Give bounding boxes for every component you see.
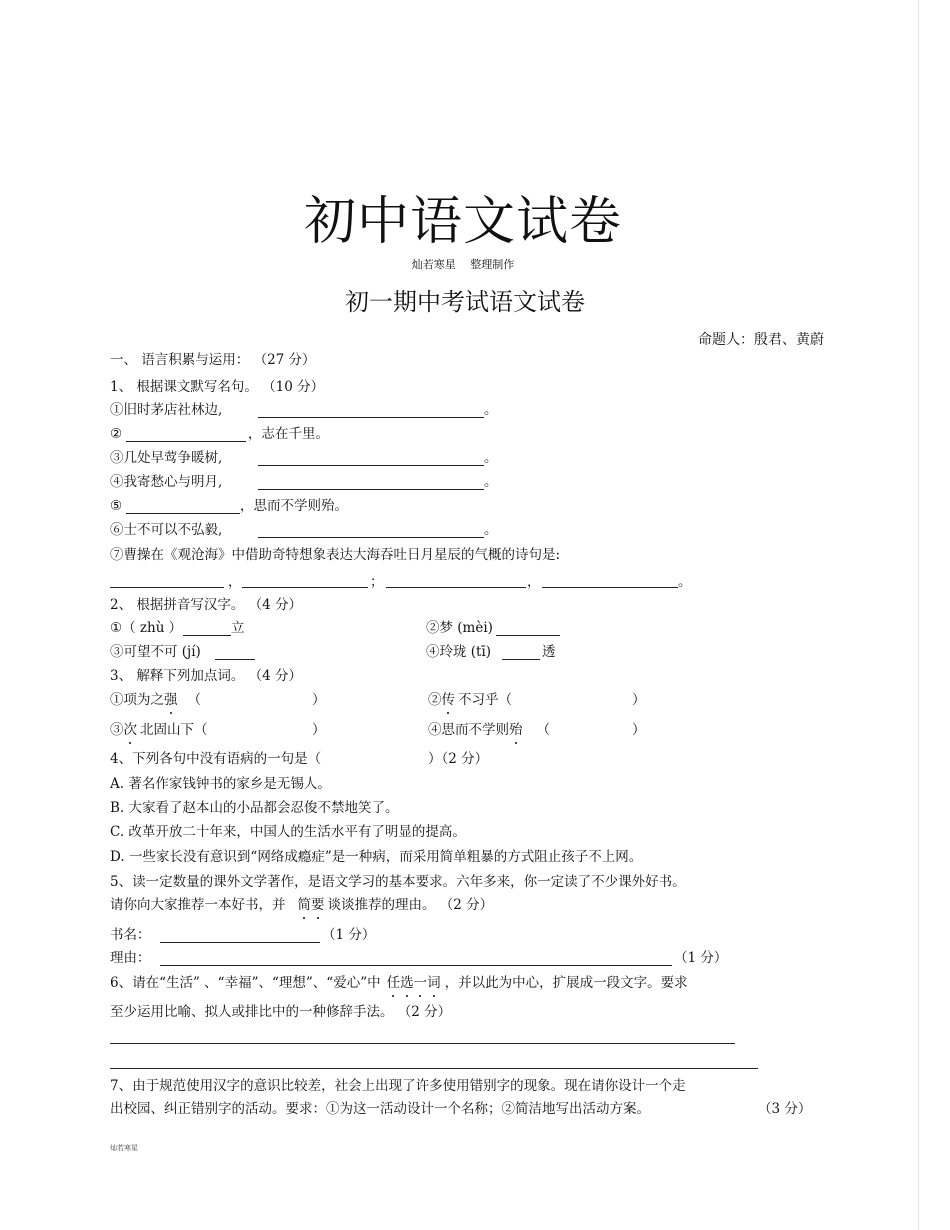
q1-line-5-blank[interactable] — [126, 513, 240, 514]
q1-line-3-blank[interactable] — [258, 465, 484, 466]
q1-line-7-blank-2[interactable] — [242, 587, 368, 588]
q5-dotted-char-1: 简 — [297, 897, 311, 913]
q2-item-1-suffix: 立 — [231, 620, 245, 636]
q1-line-7-blank-3[interactable] — [386, 587, 526, 588]
q1-line-2-blank[interactable] — [126, 441, 246, 442]
q1-line-7-sep-2: ； — [370, 574, 384, 590]
q4-option-a: A. 著名作家钱钟书的家乡是无锡人。 — [110, 776, 331, 792]
q6-dotted-char-2: 选 — [400, 975, 414, 991]
q1-line-3-prompt: ③几处早莺争暖树, — [110, 450, 223, 466]
q1-line-7-blank-4[interactable] — [542, 587, 678, 588]
q3-item-1-close: ） — [312, 692, 326, 708]
q1-line-4-end: 。 — [484, 474, 498, 490]
q1-line-1-blank[interactable] — [258, 417, 484, 418]
q2-item-2-prompt: ②梦 (mèi) — [426, 620, 493, 636]
q2-item-1-blank[interactable] — [183, 635, 231, 636]
question-3-heading: 3、 解释下列加点词。 （4 分） — [110, 668, 303, 684]
q5-reason-label: 理由： — [110, 950, 151, 966]
exam-title: 初一期中考试语文试卷 — [345, 288, 585, 316]
question-6-line-1: 6、请在“生活” 、“幸福”、“理想”、“爱心”中 任选一词 ，并以此为中心，扩展成一段文字。要求 — [110, 975, 688, 991]
q1-line-7-prompt: ⑦曹操在《观沧海》中借助奇特想象表达大海吞吐日月星辰的气概的诗句是: — [110, 547, 561, 563]
q6-dotted-char-4: 词 — [427, 975, 441, 991]
q1-line-3-end: 。 — [484, 450, 498, 466]
q3-item-2-close: ） — [632, 692, 646, 708]
q2-item-3-prompt: ③可望不可 (jí) — [110, 644, 201, 660]
question-1-heading: 1、 根据课文默写名句。 （10 分） — [110, 379, 325, 395]
q3-item-3: ③次 北固山下（ — [110, 722, 208, 738]
q5-reason-score: （1 分） — [674, 950, 728, 966]
q3-item-2: ②传 不习乎（ — [428, 692, 512, 708]
q1-line-5-text: ，思而不学则殆。 — [240, 498, 348, 514]
question-2-heading: 2、 根据拼音写汉字。 （4 分） — [110, 597, 303, 613]
q3-item-2-dotted-char: 传 — [441, 692, 455, 708]
exam-author: 命题人：殷君、黄蔚 — [698, 332, 824, 348]
q1-line-2-number: ② — [110, 426, 123, 442]
question-4-heading: 4、下列各句中没有语病的一句是（ — [110, 751, 322, 767]
page-edge-divider — [918, 0, 919, 1230]
q1-line-2-text: ，志在千里。 — [248, 426, 329, 442]
q3-item-3-dotted-char: 次 — [123, 722, 137, 738]
q1-line-4-prompt: ④我寄愁心与明月, — [110, 474, 223, 490]
sub-title: 灿若寒星 整理制作 — [411, 258, 515, 271]
q2-item-4-suffix: 透 — [542, 644, 556, 660]
question-7-line-2: 出校园、纠正错别字的活动。要求：①为这一活动设计一个名称；②简洁地写出活动方案。 — [110, 1101, 650, 1117]
main-title: 初中语文试卷 — [303, 192, 622, 252]
q2-item-3-blank[interactable] — [215, 659, 255, 660]
q1-line-6-end: 。 — [484, 522, 498, 538]
q3-item-4-dotted-char: 殆 — [509, 722, 523, 738]
q6-answer-line-2[interactable] — [110, 1068, 758, 1069]
section-heading: 一、 语言积累与运用： （27 分） — [110, 352, 316, 368]
q1-line-6-prompt: ⑥士不可以不弘毅, — [110, 522, 223, 538]
q1-line-5-number: ⑤ — [110, 498, 123, 514]
question-7-score: （3 分） — [758, 1101, 812, 1117]
q5-book-input[interactable] — [160, 942, 320, 943]
q6-dotted-char-1: 任 — [386, 975, 401, 991]
q5-dotted-char-2: 要 — [311, 897, 325, 913]
q3-item-4: ④思而不学则殆 （ — [428, 722, 550, 738]
q4-option-c: C. 改革开放二十年来，中国人的生活水平有了明显的提高。 — [110, 824, 466, 840]
question-5-line-2: 请你向大家推荐一本好书，并 简要 谈谈推荐的理由。 （2 分） — [110, 897, 494, 913]
q5-reason-input[interactable] — [160, 965, 672, 966]
q1-line-1-prompt: ①旧时茅店社林边, — [110, 402, 223, 418]
q2-item-2-blank[interactable] — [496, 635, 560, 636]
q5-book-score: （1 分） — [322, 927, 376, 943]
footer-text: 灿若寒星 — [110, 1144, 138, 1152]
q1-line-1-end: 。 — [484, 402, 498, 418]
q2-item-4-prompt: ④玲珑 (tī) — [426, 644, 492, 660]
q1-line-7-sep-4: 。 — [678, 574, 692, 590]
q1-line-6-blank[interactable] — [258, 537, 484, 538]
question-6-line-2: 至少运用比喻、拟人或排比中的一种修辞手法。 （2 分） — [110, 1004, 452, 1020]
q5-book-label: 书名： — [110, 927, 151, 943]
q1-line-7-sep-1: ， — [228, 574, 242, 590]
q4-option-d: D. 一些家长没有意识到“网络成瘾症”是一种病，而采用简单粗暴的方式阻止孩子不上网。 — [110, 849, 643, 865]
question-7-line-1: 7、由于规范使用汉字的意识比较差，社会上出现了许多使用错别字的现象。现在请你设计一个走 — [110, 1078, 686, 1094]
q3-item-1-dotted-char: 强 — [164, 692, 178, 708]
q1-line-7-sep-3: ， — [527, 574, 541, 590]
q6-answer-line-1[interactable] — [110, 1043, 735, 1044]
q3-item-1: ①项为之强 （ — [110, 692, 201, 708]
question-5-line-1: 5、读一定数量的课外文学著作，是语文学习的基本要求。六年多来，你一定读了不少课外好书。 — [110, 874, 686, 890]
q6-dotted-char-3: 一 — [413, 975, 428, 991]
q2-item-1-prompt: ①（ zhù ） — [110, 620, 183, 636]
q3-item-3-close: ） — [312, 722, 326, 738]
q1-line-4-blank[interactable] — [258, 489, 484, 490]
q2-item-4-blank[interactable] — [502, 659, 540, 660]
q3-item-4-close: ） — [632, 722, 646, 738]
q1-line-7-blank-1[interactable] — [110, 587, 224, 588]
q4-option-b: B. 大家看了赵本山的小品都会忍俊不禁地笑了。 — [110, 800, 399, 816]
question-4-score: ）（2 分） — [428, 751, 489, 767]
